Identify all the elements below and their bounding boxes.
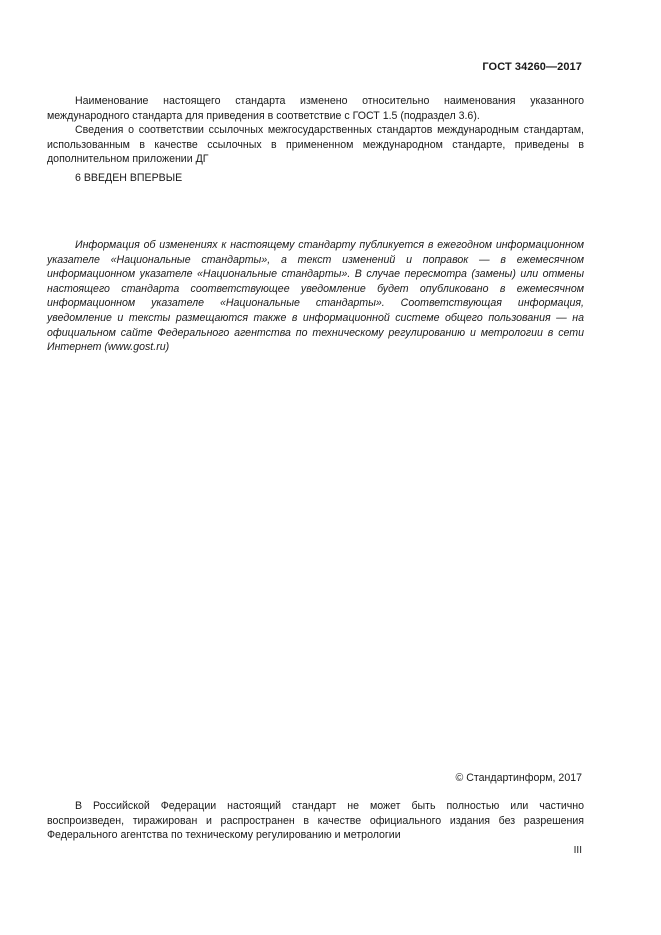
item-6-text: 6 ВВЕДЕН ВПЕРВЫЕ [75, 172, 183, 184]
legal-notice-text: В Российской Федерации настоящий стандарт не может быть полностью или частично воспроизведен, тиражирован и распространен в качестве официального издания без разрешения Федерального агентства по техническому регулированию и метрологии [47, 800, 584, 841]
intro-paragraph-name-change: Наименование настоящего стандарта изменено относительно наименования указанного международного стандарта для приведения в соответствие с ГОСТ 1.5 (подраздел 3.6). [47, 95, 584, 122]
intro-paragraph-references: Сведения о соответствии ссылочных межгосударственных стандартов международным стандартам, использованным в качестве ссылочных в примененном международном стандарте, приведены в дополнительном приложении ДГ [47, 124, 584, 165]
item-6-section [47, 171, 584, 186]
intro-section [47, 94, 584, 167]
info-notice-text: Информация об изменениях к настоящему стандарту публикуется в ежегодном информационном указателе «Национальные стандарты», а текст изменений и поправок — в ежемесячном информационном указателе «Национальные стандарты». В случае пересмотра (замены) или отмены настоящего стандарта соответствующее уведомление будет опубликовано в ежемесячном информационном указателе «Национальные стандарты». Соответствующая информация, уведомление и тексты размещаются также в информационной системе общего пользования — на официальном сайте Федерального агентства по техническому регулированию и метрологии в сети Интернет (www.gost.ru) [47, 239, 584, 354]
copyright-line: © Стандартинформ, 2017 [455, 772, 582, 784]
legal-notice-section [47, 799, 584, 843]
info-notice-section [47, 238, 584, 355]
standard-code-header: ГОСТ 34260—2017 [482, 61, 582, 73]
page-number: III [573, 845, 582, 856]
